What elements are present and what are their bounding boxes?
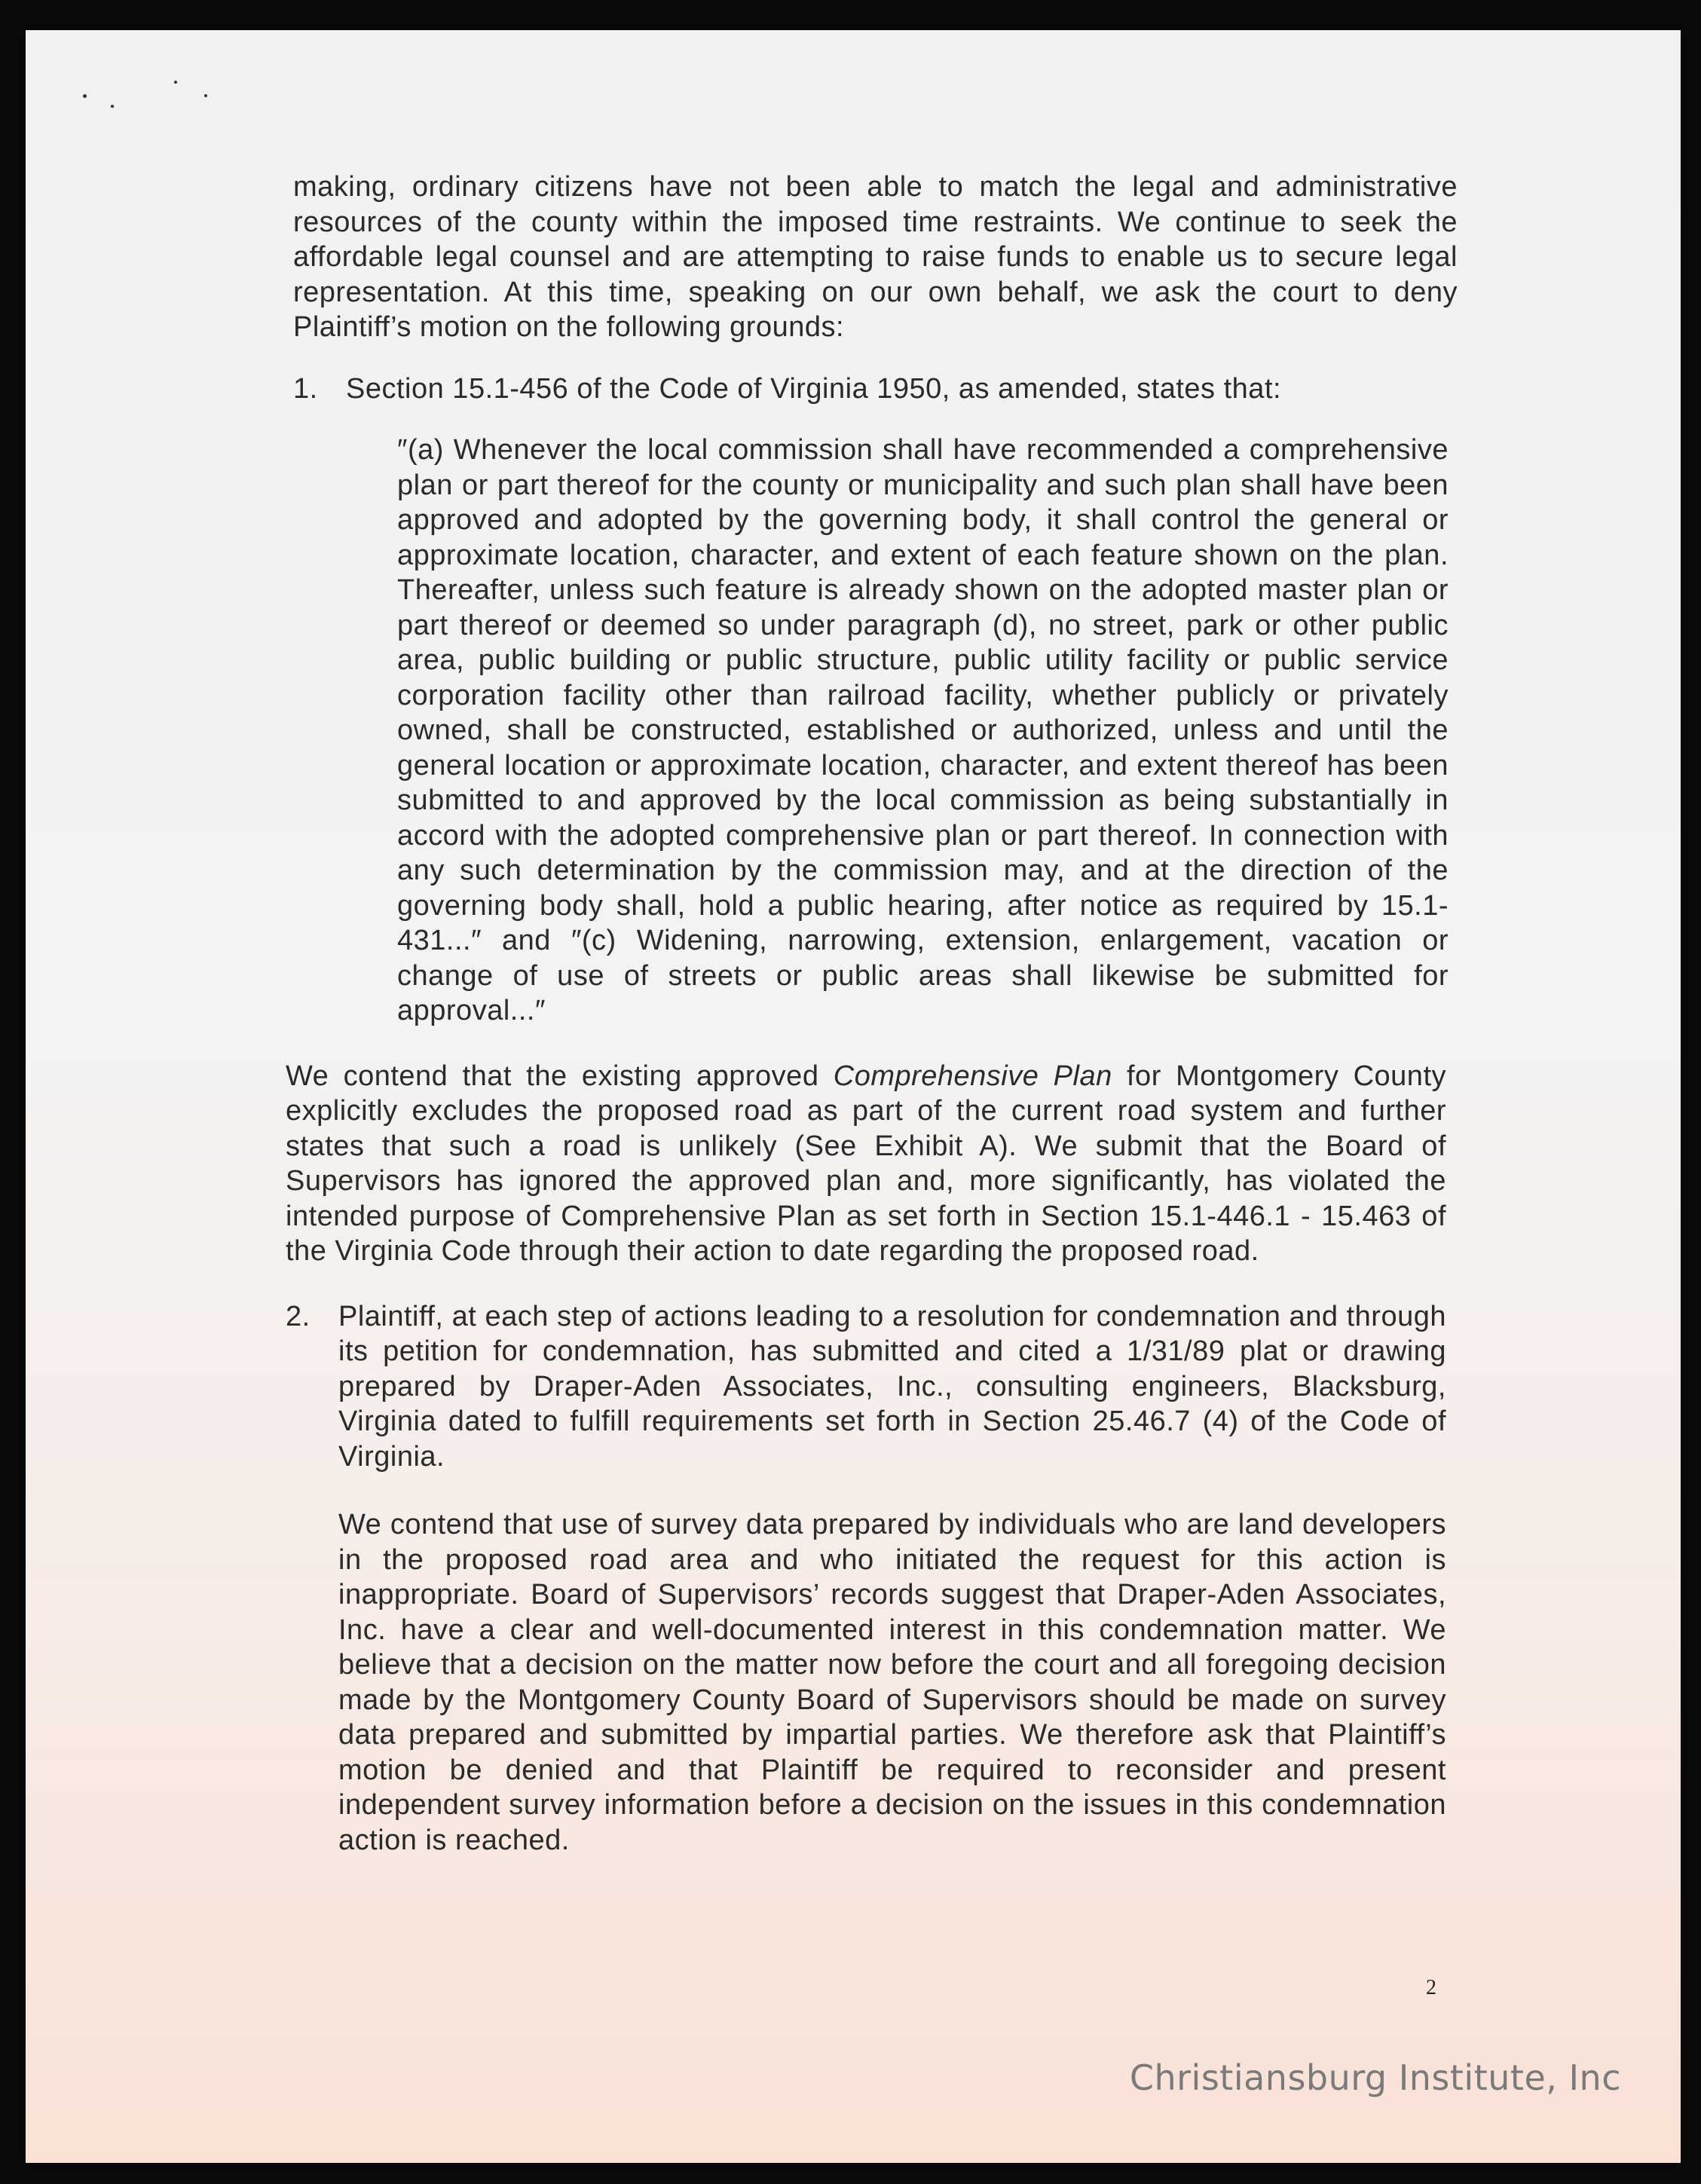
comprehensive-plan-title: Comprehensive Plan — [833, 1060, 1112, 1092]
contention-text-before: We contend that the existing approved — [286, 1060, 834, 1092]
item-1-heading — [293, 372, 1458, 407]
ink-speck — [204, 94, 207, 97]
item-2 — [286, 1299, 1458, 1475]
letter-body — [267, 170, 1458, 1858]
item-1-contention — [286, 1059, 1446, 1269]
ink-speck — [83, 94, 87, 98]
item-1-number: 1. — [293, 372, 318, 405]
intro-paragraph: making, ordinary citizens have not been able to match the legal and administrative resources of the county within the imposed time restraints. We continue to seek the affordable legal counsel and are attempting to raise funds to enable us to secure legal representation. At this time, speaking on our own behalf, we ask the court to deny Plaintiff’s motion on the following grounds: — [293, 171, 1458, 343]
item-2-contention: We contend that use of survey data prepared by individuals who are land developers in the proposed road area and who initiated the request for this action is inappropriate. Board of Supervisors’ records suggest that Draper-Aden Associates, Inc. have a clear and well-documented interest in this condemnation matter. We believe that a decision on the matter now before the court and all foregoing decision made by the Montgomery County Board of Supervisors should be made on survey data prepared and submitted by impartial parties. We therefore ask that Plaintiff’s motion be denied and that Plaintiff be required to reconsider and present independent survey information before a decision on the issues in this condemnation action is reached. — [338, 1509, 1446, 1856]
ink-speck — [111, 105, 114, 108]
page-number: 2 — [1426, 1976, 1436, 1999]
item-1-heading-text: Section 15.1-456 of the Code of Virginia 1950, as amended, states that: — [346, 372, 1282, 405]
item-2-body: Plaintiff, at each step of actions leading to a resolution for condemnation and through its petition for condemnation, has submitted and cited a 1/31/89 plat or drawing prepared by Draper-Aden Associates, Inc., consulting engineers, Blacksburg, Virginia dated to fulfill requirements set forth in Section 25.46.7 (4) of the Code of Virginia. — [338, 1300, 1446, 1473]
contention-text-after: for Montgomery County explicitly excludes the proposed road as part of the current road system and further states that such a road is unlikely (See Exhibit A). We submit that the Board of Supervisors has ignored the approved plan and, more significantly, has violated the intended purpose of Comprehensive Plan as set forth in Section 15.1-446.1 - 15.463 of the Virginia Code through their action to date regarding the proposed road. — [286, 1060, 1446, 1267]
code-quotation: ″(a) Whenever the local commission shall have recommended a comprehensive plan or part thereof for the county or municipality and such plan shall have been approved and adopted by the governing body, it shall control the general or approximate location, character, and extent of each feature shown on the plan. Thereafter, unless such feature is already shown on the adopted master plan or part thereof or deemed so under paragraph (d), no street, park or other public area, public building or public structure, public utility facility or public service corporation facility other than railroad facility, whether publicly or privately owned, shall be constructed, established or authorized, unless and until the general location or approximate location, character, and extent thereof has been submitted to and approved by the local commission as being substantially in accord with the adopted comprehensive plan or part thereof. In connection with any such determination by the commission may, and at the direction of the governing body shall, hold a public hearing, after notice as required by 15.1-431...″ and ″(c) Widening, narrowing, extension, enlargement, vacation or change of use of streets or public areas shall likewise be submitted for approval...″ — [397, 434, 1449, 1026]
watermark: Christiansburg Institute, Inc — [1129, 2057, 1621, 2098]
ink-speck — [174, 81, 177, 84]
item-2-number: 2. — [286, 1300, 311, 1332]
